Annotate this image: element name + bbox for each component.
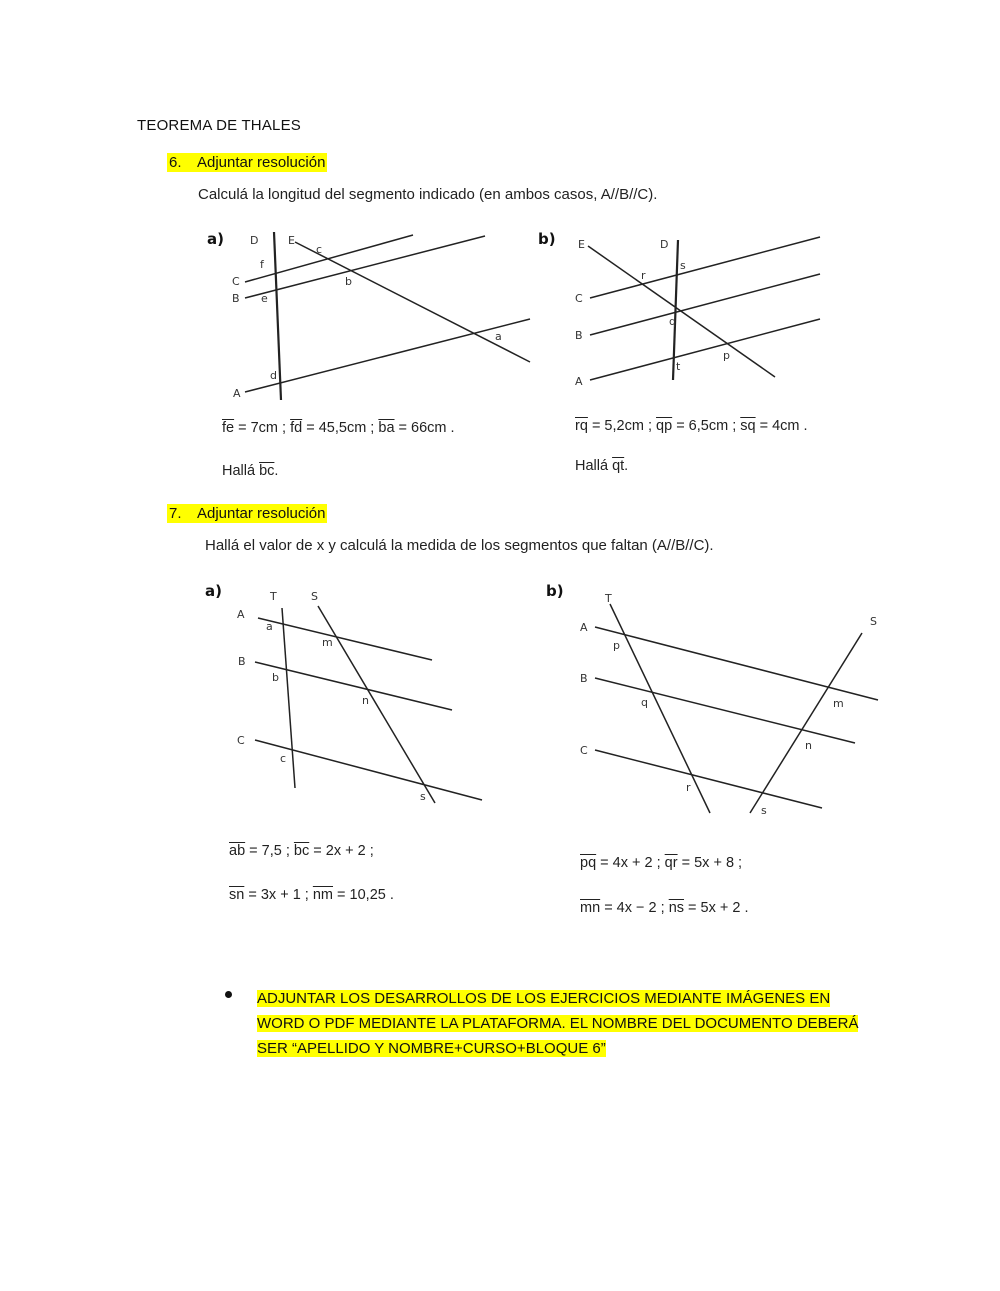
ex6a-val-fd: = 45,5cm ;: [306, 420, 375, 436]
ex6b-val-sq: = 4cm .: [759, 418, 808, 434]
ex6b-seg-qp: $\overline{qp}$: [656, 418, 673, 434]
ex7b-label-q: q: [641, 696, 648, 709]
item-7-label: Adjuntar resolución: [197, 505, 326, 522]
ex7a-seg-ab: $\overline{ab}$: [229, 843, 246, 859]
ex7b-label-T: T: [605, 592, 612, 605]
ex7b-parallel-c: [595, 750, 822, 808]
ex6a-seg-fd: $\overline{fd}$: [290, 420, 303, 436]
ex7a-label-b: b: [272, 671, 279, 684]
ex6b-val-rq: = 5,2cm ;: [591, 418, 652, 434]
ex7b-val-qr: = 5x + 8 ;: [681, 855, 743, 871]
ex7b-parallel-b: [595, 678, 855, 743]
ex6b-label-B: B: [575, 329, 583, 342]
ex6b-label-p: p: [723, 349, 730, 362]
ex7b-val-pq: = 4x + 2 ;: [600, 855, 661, 871]
ex7b-data-line1: [580, 855, 742, 871]
ex7a-seg-sn: $\overline{sn}$: [229, 887, 245, 903]
ex6-figure-b: [535, 222, 835, 392]
ex6b-find-seg: $\overline{qt}$: [612, 458, 625, 474]
ex7a-parallel-b: [255, 662, 452, 710]
ex6a-label-d: d: [270, 369, 277, 382]
ex6b-transversal-d: [673, 240, 678, 380]
ex6a-label-c: c: [316, 243, 323, 256]
ex6b-label-s: s: [680, 259, 686, 272]
note-bullet: [225, 986, 865, 1061]
ex6a-label-a: a: [495, 330, 502, 343]
ex6a-find-prefix: Hallá: [222, 463, 256, 479]
bullet-icon: [225, 991, 232, 998]
ex7a-label-s: s: [420, 790, 426, 803]
ex7b-seg-pq: $\overline{pq}$: [580, 855, 597, 871]
ex7a-data-line2: [229, 887, 394, 903]
ex7a-label-T: T: [270, 590, 277, 603]
ex7-figure-a: [200, 578, 500, 818]
ex6a-label-b: b: [345, 275, 352, 288]
ex6a-parallel-c: [245, 235, 413, 282]
ex7a-val-ab: = 7,5 ;: [249, 843, 290, 859]
ex7b-val-mn: = 4x − 2 ;: [604, 900, 665, 916]
ex7a-tag: a): [205, 582, 222, 600]
ex7b-label-A: A: [580, 621, 588, 634]
ex6a-label-C: C: [232, 275, 240, 288]
ex6a-seg-fe: $\overline{fe}$: [222, 420, 235, 436]
ex6a-label-e: e: [261, 292, 268, 305]
ex6a-parallel-a: [245, 319, 530, 392]
item-6-label: Adjuntar resolución: [197, 154, 326, 171]
ex7b-label-m: m: [833, 697, 844, 710]
ex6a-seg-ba: $\overline{ba}$: [378, 420, 395, 436]
ex7a-label-S: S: [311, 590, 318, 603]
ex6-figure-a: [195, 222, 540, 412]
ex6b-label-D: D: [660, 238, 669, 251]
ex6a-label-B: B: [232, 292, 240, 305]
ex7-figure-b: [540, 578, 885, 818]
ex7-instruction: Hallá el valor de x y calculá la medida de los segmentos que faltan (A//B//C).: [205, 537, 714, 554]
page-title: TEOREMA DE THALES: [137, 117, 301, 134]
ex6b-label-t: t: [676, 360, 681, 373]
ex7a-val-nm: = 10,25 .: [337, 887, 394, 903]
ex6a-label-A: A: [233, 387, 241, 400]
ex6a-label-f: f: [260, 258, 264, 271]
ex6b-find-prefix: Hallá: [575, 458, 609, 474]
ex7a-label-C: C: [237, 734, 245, 747]
ex6b-seg-rq: $\overline{rq}$: [575, 418, 588, 434]
ex7a-data-line1: [229, 843, 374, 859]
ex7b-data-line2: [580, 900, 749, 916]
ex7b-label-B: B: [580, 672, 588, 685]
ex6a-val-ba: = 66cm .: [398, 420, 455, 436]
ex7b-label-p: p: [613, 639, 620, 652]
ex6b-val-qp: = 6,5cm ;: [676, 418, 737, 434]
ex7a-seg-nm: $\overline{nm}$: [312, 887, 334, 903]
ex7b-transversal-s: [750, 633, 862, 813]
item-7-heading: [167, 505, 327, 523]
ex6a-find-seg: $\overline{bc}$: [259, 463, 275, 479]
ex6a-transversal-e: [295, 242, 530, 362]
ex7b-label-s: s: [761, 804, 767, 817]
ex6b-parallel-c: [590, 237, 820, 298]
ex6b-label-C: C: [575, 292, 583, 305]
ex6b-label-E: E: [578, 238, 585, 251]
ex7b-seg-qr: $\overline{qr}$: [664, 855, 678, 871]
ex7a-label-a: a: [266, 620, 273, 633]
ex7a-label-B: B: [238, 655, 246, 668]
ex6b-tag: b): [538, 230, 556, 248]
ex6b-label-r: r: [641, 269, 646, 282]
ex6a-find: [222, 463, 278, 479]
ex7a-label-c: c: [280, 752, 287, 765]
ex7b-seg-ns: $\overline{ns}$: [668, 900, 685, 916]
ex7a-transversal-s: [318, 606, 435, 803]
ex7a-parallel-c: [255, 740, 482, 800]
ex7a-seg-bc: $\overline{bc}$: [293, 843, 310, 859]
ex7a-label-n: n: [362, 694, 369, 707]
ex6a-data: [222, 420, 455, 436]
ex6b-label-A: A: [575, 375, 583, 388]
ex6b-parallel-b: [590, 274, 820, 335]
ex6b-data: [575, 418, 808, 434]
ex7a-label-A: A: [237, 608, 245, 621]
item-6-heading: [167, 154, 327, 172]
ex7a-label-m: m: [322, 636, 333, 649]
ex6-instruction: Calculá la longitud del segmento indicado (en ambos casos, A//B//C).: [198, 186, 658, 203]
ex7b-label-r: r: [686, 781, 691, 794]
ex6b-find-suffix: .: [624, 458, 629, 474]
ex7b-seg-mn: $\overline{mn}$: [580, 900, 601, 916]
item-7-number: 7.: [169, 505, 182, 522]
item-6-number: 6.: [169, 154, 182, 171]
ex7a-val-sn: = 3x + 1 ;: [248, 887, 309, 903]
ex6b-seg-sq: $\overline{sq}$: [740, 418, 756, 434]
ex6a-label-E: E: [288, 234, 295, 247]
ex6a-label-D: D: [250, 234, 259, 247]
ex6b-label-q: q: [669, 315, 676, 328]
ex6a-val-fe: = 7cm ;: [238, 420, 287, 436]
ex7b-tag: b): [546, 582, 564, 600]
ex6a-tag: a): [207, 230, 224, 248]
ex6a-find-suffix: .: [274, 463, 279, 479]
ex7a-val-bc: = 2x + 2 ;: [313, 843, 374, 859]
ex6a-parallel-b: [245, 236, 485, 298]
ex7b-label-C: C: [580, 744, 588, 757]
note-text: ADJUNTAR LOS DESARROLLOS DE LOS EJERCICIOS MEDIANTE IMÁGENES EN WORD O PDF MEDIANTE LA PLATAFORMA. EL NOMBRE DEL DOCUMENTO DEBERÁ SER “APELLIDO Y NOMBRE+CURSO+BLOQUE 6”: [257, 990, 859, 1057]
ex7b-val-ns: = 5x + 2 .: [688, 900, 749, 916]
ex7b-label-S: S: [870, 615, 877, 628]
ex6b-find: [575, 458, 628, 474]
ex7b-label-n: n: [805, 739, 812, 752]
